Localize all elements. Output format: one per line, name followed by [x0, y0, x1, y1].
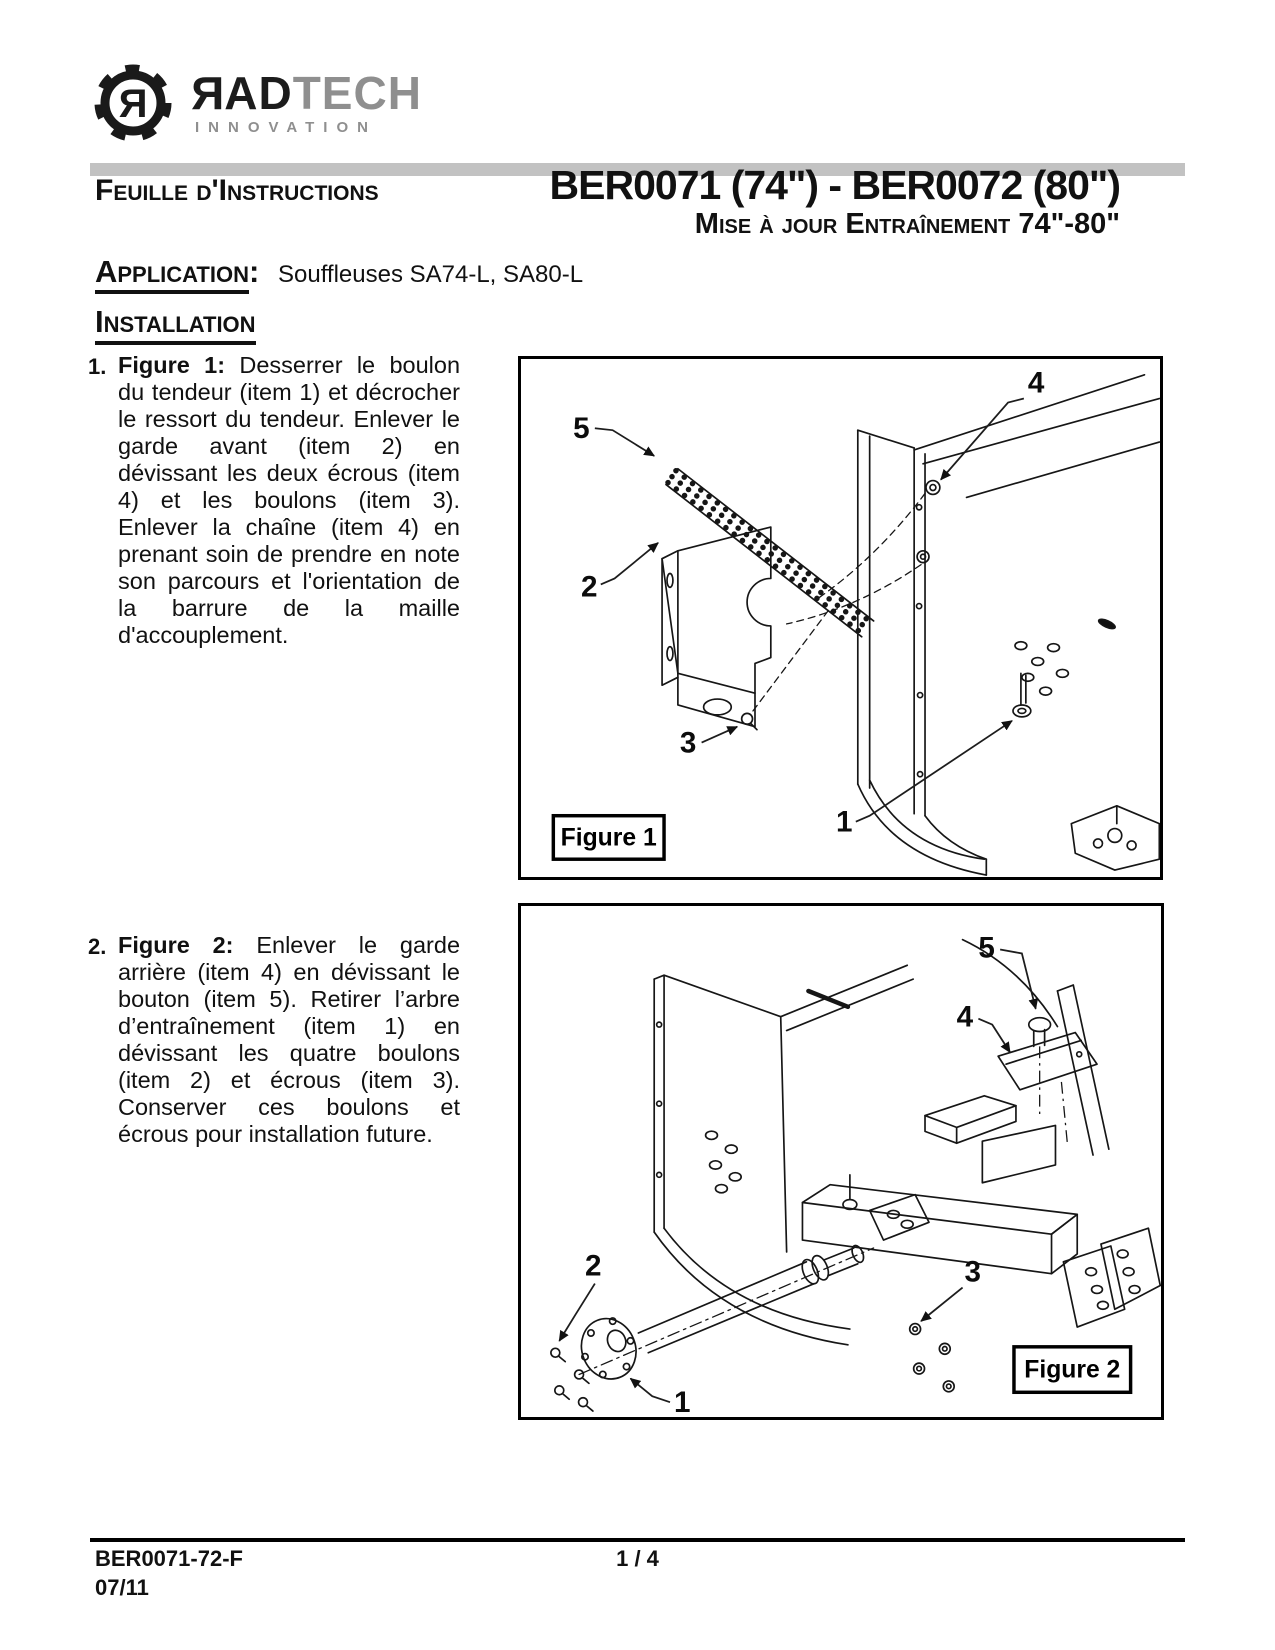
radtech-logo [92, 58, 422, 148]
callout-4-number: 4 [956, 1000, 974, 1034]
drive-chain [666, 469, 874, 637]
figure-2-label-text: Figure 2 [1024, 1356, 1121, 1384]
step-1-text [118, 352, 460, 649]
callout-5-number: 5 [978, 931, 995, 965]
application-value: Souffleuses SA74-L, SA80-L [277, 261, 584, 288]
callout-3-number: 3 [679, 726, 697, 760]
step-2-lead: Figure 2: [118, 932, 234, 958]
application-colon: : [248, 254, 260, 289]
callout-4-number: 4 [1027, 366, 1045, 400]
machine-rear-body [654, 940, 1160, 1345]
front-guard [662, 527, 771, 727]
drive-shaft [573, 1244, 874, 1387]
figure-2-diagram [518, 903, 1164, 1420]
loose-nuts [910, 1324, 954, 1392]
doc-subtitle: Mise à jour Entraînement 74"-80" [694, 208, 1120, 241]
callout-2 [559, 1250, 601, 1341]
callout-4 [917, 367, 1045, 563]
figure-1-drawing [521, 359, 1160, 877]
callout-3-number: 3 [964, 1255, 982, 1289]
figure-2-label [1014, 1347, 1131, 1392]
brand-letters-ad: AD [224, 67, 293, 119]
brand-letters-tech: TECH [292, 67, 422, 119]
step-2-number: 2. [88, 934, 107, 959]
step-1-lead: Figure 1: [118, 352, 226, 378]
footer-page-number: 1 / 4 [616, 1546, 659, 1571]
step-1-number: 1. [88, 354, 107, 379]
brand-text [190, 67, 422, 119]
machine-body [858, 375, 1160, 875]
badge-letter: R [118, 82, 148, 126]
callout-2-number: 2 [585, 1249, 602, 1283]
loose-bolts [551, 1348, 593, 1411]
brand-tagline: INNOVATION [195, 119, 377, 136]
footer-revision-date: 07/11 [95, 1575, 149, 1600]
callout-1 [630, 1378, 690, 1417]
footer-doc-number: BER0071-72-F [95, 1546, 243, 1571]
callout-1 [836, 721, 1012, 839]
figure-1-diagram [518, 356, 1163, 880]
callout-1-number: 1 [673, 1386, 691, 1417]
callout-2-number: 2 [581, 570, 598, 604]
doc-title-block [500, 163, 1120, 241]
figure-1-label [553, 816, 664, 859]
installation-step-2 [88, 932, 460, 1148]
step-2-text [118, 932, 460, 1148]
callout-4 [957, 1001, 1097, 1144]
callout-5 [978, 931, 1050, 1118]
footer-divider-rule [90, 1538, 1185, 1542]
callout-3 [921, 1256, 981, 1322]
application-label: Application [95, 254, 249, 294]
alignment-axis-lines [753, 493, 925, 710]
installation-heading: Installation [95, 304, 256, 345]
installation-step-1 [88, 352, 460, 649]
figure-1-label-text: Figure 1 [560, 824, 657, 852]
callout-3 [680, 713, 757, 759]
callout-1-number: 1 [836, 805, 853, 839]
brand-letter-r: R [190, 67, 225, 119]
radtech-badge-icon [92, 58, 174, 148]
callout-5 [573, 412, 654, 456]
callout-5-number: 5 [573, 412, 590, 446]
doc-type-heading: Feuille d'Instructions [95, 174, 379, 207]
step-2-body: Enlever le garde arrière (item 4) en dévissant le bouton (item 5). Retirer l’arbre d’entraînement (item 1) en dévissant les quatre boulons (item 2) et écrous (item 3). Conserver ces boulons et écrous pour installation future. [118, 932, 461, 1147]
doc-title: BER0071 (74") - BER0072 (80") [549, 162, 1120, 208]
callout-2 [581, 543, 658, 603]
application-section [95, 254, 583, 290]
step-1-body: Desserrer le boulon du tendeur (item 1) et décrocher le ressort du tendeur. Enlever le garde avant (item 2) en dévissant les deux écrous (item 4) et les boulons (item 3). Enlever la chaîne (item 4) en prenant soin de prendre en note son parcours et l'orientation de la barrure de la maille d'accouplement. [118, 352, 461, 648]
radtech-wordmark [190, 67, 422, 136]
figure-2-drawing [521, 906, 1161, 1417]
